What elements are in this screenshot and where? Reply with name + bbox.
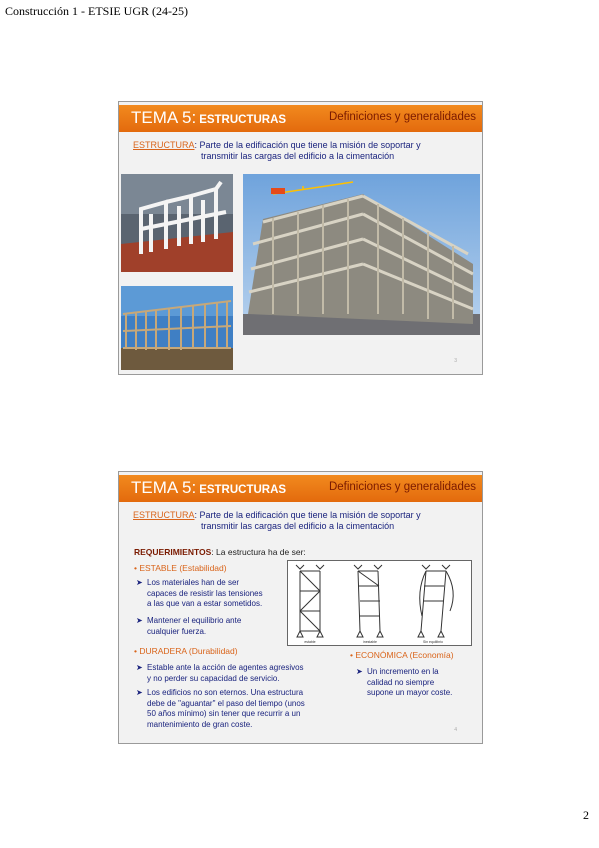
page-number: 2: [583, 808, 589, 822]
stability-diagram: [287, 560, 472, 646]
slide-4: [118, 471, 483, 744]
slide-subtitle: Definiciones y generalidades: [328, 111, 476, 123]
diagram-label-3: Sin equilibrio: [422, 640, 444, 644]
slide-3: [118, 101, 483, 375]
title-bar: [119, 105, 482, 132]
slide-number: 4: [454, 727, 457, 733]
arrow-bullet-icon: ➤: [136, 663, 143, 672]
diagram-label-1: estable: [304, 640, 316, 644]
duradera-heading: • DURADERA (Durabilidad): [134, 646, 238, 656]
slide-title: TEMA 5: ESTRUCTURAS: [131, 478, 287, 497]
bullet-duradera-1: ➤ Estable ante la acción de agentes agresivos y no perder su capacidad de servicio.: [136, 663, 304, 683]
slide-title: TEMA 5: ESTRUCTURAS: [131, 108, 287, 127]
diagram-label-2: inestable: [362, 640, 378, 644]
frame-render-image: [121, 174, 233, 272]
requirements-heading: REQUERIMIENTOS: La estructura ha de ser:: [134, 547, 306, 557]
arrow-bullet-icon: ➤: [136, 688, 143, 697]
bullet-estable-1: ➤ Los materiales han de ser capaces de resistir las tensiones a las que van a estar sometidos.: [136, 578, 263, 608]
document-header: Construcción 1 - ETSIE UGR (24-25): [5, 4, 188, 18]
arrow-bullet-icon: ➤: [136, 616, 143, 625]
definition-text: ESTRUCTURA: Parte de la edificación que tiene la misión de soportar y transmitir las cargas del edificio a la cimentación: [133, 140, 421, 161]
bullet-economica-1: ➤ Un incremento en la calidad no siempre supone un mayor coste.: [356, 667, 453, 697]
timber-frame-image: [121, 286, 233, 370]
economica-heading: • ECONÓMICA (Economía): [350, 650, 454, 660]
title-bar: [119, 475, 482, 502]
slide-subtitle: Definiciones y generalidades: [328, 481, 476, 493]
bullet-estable-2: ➤ Mantener el equilibrio ante cualquier fuerza.: [136, 616, 242, 636]
bullet-duradera-2: ➤ Los edificios no son eternos. Una estructura debe de "aguantar" el paso del tiempo (unos 50 años mínimo) sin tener que recurrir a un mantenimiento de gran coste.: [136, 688, 305, 729]
slide-number: 3: [454, 358, 457, 364]
definition-text: ESTRUCTURA: Parte de la edificación que tiene la misión de soportar y transmitir las cargas del edificio a la cimentación: [133, 510, 421, 531]
arrow-bullet-icon: ➤: [136, 578, 143, 587]
arrow-bullet-icon: ➤: [356, 667, 363, 676]
estable-heading: • ESTABLE (Estabilidad): [134, 563, 227, 573]
concrete-building-image: [243, 174, 480, 335]
